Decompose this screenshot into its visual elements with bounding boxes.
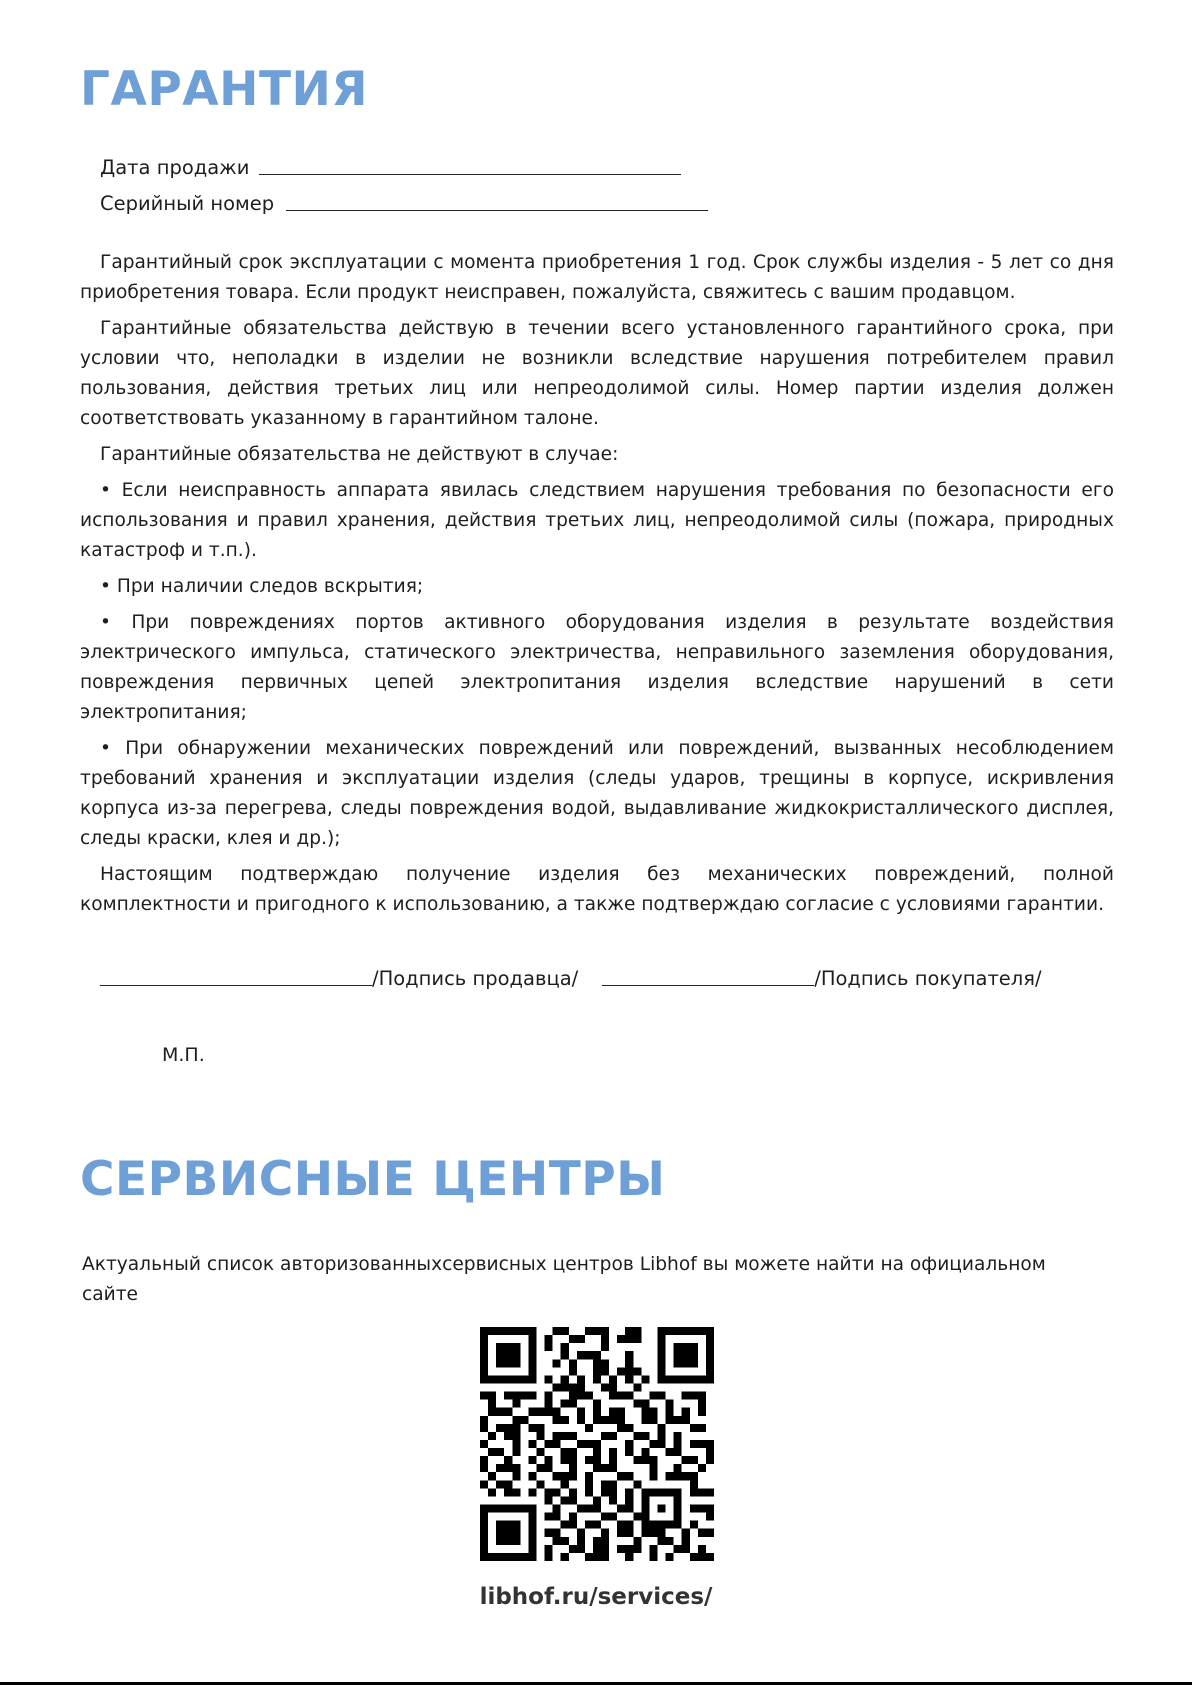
- warranty-paragraph: Гарантийные обязательства не действуют в случае:: [100, 444, 619, 465]
- warranty-terms: [80, 248, 1114, 926]
- stamp-label: М.П.: [162, 1044, 205, 1066]
- buyer-signature-line: [602, 985, 814, 986]
- warranty-paragraph: Гарантийные обязательства действую в течении всего установленного гарантийного срока, при условии что, неполадки в изделии не возникли вследствие нарушения потребителем правил пользования, действия третьих лиц или непреодолимой силы. Номер партии изделия должен соответствовать указанному в гарантийном талоне.: [80, 318, 1114, 429]
- buyer-signature-label: /Подпись покупателя/: [814, 967, 1042, 990]
- warranty-paragraph: • При наличии следов вскрытия;: [100, 576, 424, 597]
- serial-number-line: [286, 209, 708, 211]
- seller-signature-label: /Подпись продавца/: [372, 967, 579, 990]
- serial-number-field: [100, 192, 708, 215]
- sale-date-label: Дата продажи: [100, 156, 250, 179]
- sale-date-field: [100, 156, 681, 179]
- signature-row: [100, 967, 1042, 990]
- serial-number-label: Серийный номер: [100, 192, 275, 215]
- service-url-link[interactable]: libhof.ru/services/: [479, 1584, 713, 1610]
- sale-date-line: [259, 173, 681, 175]
- seller-signature-line: [100, 985, 372, 986]
- warranty-paragraph: Настоящим подтверждаю получение изделия без механических повреждений, полной комплектности и пригодного к использованию, а также подтверждаю согласие с условиями гарантии.: [80, 864, 1114, 915]
- warranty-paragraph: • Если неисправность аппарата явилась следствием нарушения требования по безопасности его использования и правил хранения, действия третьих лиц, непреодолимой силы (пожара, природных катастроф и т.п.).: [80, 480, 1114, 561]
- warranty-paragraph: Гарантийный срок эксплуатации с момента приобретения 1 год. Срок службы изделия - 5 лет со дня приобретения товара. Если продукт неисправен, пожалуйста, свяжитесь с вашим продавцом.: [80, 252, 1114, 303]
- service-centers-title: СЕРВИСНЫЕ ЦЕНТРЫ: [80, 1152, 666, 1207]
- warranty-paragraph: • При повреждениях портов активного оборудования изделия в результате воздействия электрического импульса, статического электричества, неправильного заземления оборудования, повреждения первичных цепей электропитания изделия вследствие нарушений в сети электропитания;: [80, 612, 1114, 723]
- qr-code-icon[interactable]: [480, 1327, 714, 1561]
- service-centers-text: Актуальный список авторизованныхсервисных центров Libhof вы можете найти на официальном сайте: [82, 1254, 1046, 1305]
- warranty-paragraph: • При обнаружении механических повреждений или повреждений, вызванных несоблюдением требований хранения и эксплуатации изделия (следы ударов, трещины в корпусе, искривления корпуса из-за перегрева, следы повреждения водой, выдавливание жидкокристаллического дисплея, следы краски, клея и др.);: [80, 738, 1114, 849]
- warranty-title: ГАРАНТИЯ: [80, 62, 369, 117]
